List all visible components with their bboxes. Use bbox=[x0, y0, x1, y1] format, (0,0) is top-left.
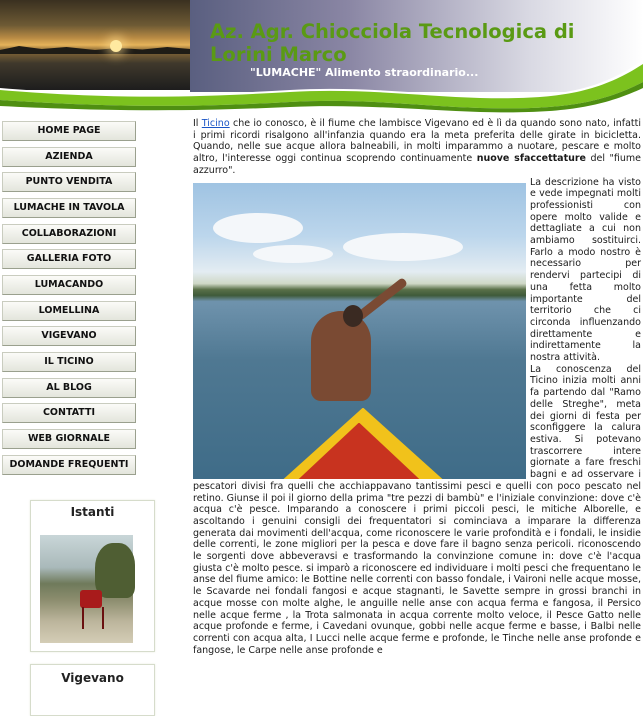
site-title: Az. Agr. Chiocciola Tecnologica di Lorini Marco bbox=[210, 20, 575, 66]
intro-bold-text: nuove sfaccettature bbox=[476, 153, 586, 165]
article-content bbox=[193, 118, 641, 700]
ticino-link[interactable]: Ticino bbox=[201, 118, 230, 129]
instant-box bbox=[30, 500, 155, 652]
nav-il-ticino[interactable]: IL TICINO bbox=[2, 352, 136, 372]
bush-shape bbox=[95, 543, 135, 598]
cloud-shape bbox=[213, 213, 303, 243]
nav-lumache-in-tavola[interactable]: LUMACHE IN TAVOLA bbox=[2, 198, 136, 218]
intro-text: che io conosco, è il fiume che lambisce Vigevano ed è lì da quando sono nato, infatti i primi ricordi risalgono all'infanzia quando era la meta preferita delle girate in bicicletta. Quando, nelle sue acque allora balneabili, in molti imparammo a nuotare, pescare e molto altro, l'interesse oggi continua scoprendo continuamente bbox=[193, 118, 641, 165]
nav-collaborazioni[interactable]: COLLABORAZIONI bbox=[2, 224, 136, 244]
nav-contatti[interactable]: CONTATTI bbox=[2, 403, 136, 423]
intro-text-end: del "fiume azzurro". bbox=[193, 153, 641, 176]
grill-shape bbox=[80, 590, 102, 608]
nav-azienda[interactable]: AZIENDA bbox=[2, 147, 136, 167]
instant-photo[interactable] bbox=[40, 535, 133, 643]
sidebar bbox=[0, 118, 190, 700]
article-paragraph-description: La descrizione ha visto e vede impegnati molti professionisti con opere molto valide e dettagliate a cui non ambiamo sostituirci. Farlo a modo nostro è necessario per rendervi partecipi di una fetta molto importante del territorio che ci circonda influenzando direttamente e indirettamente la nostra attività. bbox=[530, 176, 641, 364]
site-subtitle: "LUMACHE" Alimento straordinario... bbox=[250, 66, 479, 79]
cloud-shape bbox=[343, 233, 463, 261]
instant-box-title: Istanti bbox=[70, 505, 115, 519]
intro-text-start: Il bbox=[193, 118, 202, 129]
nav-home-page[interactable]: HOME PAGE bbox=[2, 121, 136, 141]
site-header bbox=[0, 0, 643, 118]
grill-legs bbox=[82, 607, 104, 629]
nav-galleria-foto[interactable]: GALLERIA FOTO bbox=[2, 249, 136, 269]
nav-web-giornale[interactable]: WEB GIORNALE bbox=[2, 429, 136, 449]
man-shape bbox=[311, 311, 371, 401]
article-paragraph-intro bbox=[193, 118, 641, 177]
article-paragraph-knowledge: La conoscenza del Ticino inizia molti anni fa partendo dal "Ramo delle Streghe", meta dei giorni di festa per sconfiggere la calura estiva. Si potevano trascorrere intere giornate a fare freschi bagni e ad osservare i pescatori divisi fra quelli che acchiappavano tantissimi pesci e quelli con poco pescato nel retino. Giunse il poi il giorno della prima "tre pezzi di bambù" e l'iniziale convinzione: dove c'è acqua c'è pesce. Imparando a conoscere i primi piccoli pesci, le mitiche Alborelle, e ascoltando i genuini consigli dei frequentatori si cominciava a imparare la differenza generata dai movimenti dell'acqua, come riconoscere le varie profondità e i fondali, le insidie delle correnti, le zone migliori per la pesca e dove fare il bagno senza pericoli. riconoscendo le sorgenti dove abbeveravsi e trasformando la convinzione comune in: dove c'è l'acqua giusta c'è molto pesce. si imparò a riconoscere ed individuare i molti pesci che frequentano le anse del fiume amico: le Bottine nelle correnti con basso fondale, i Vaironi nelle acque mosse, le Scavarde nei fondali fangosi e acque stagnanti, le Savette sempre in grossi branchi in acque mosse con molte alghe, le anguille nelle anse con acqua ferma e fangosa, il Persico nelle acque ferme , la Trota salmonata in acqua corrente molto veloce, il Pesce Gatto nelle acque profonde e ferme, i Cavedani ovunque, gobbi nelle acque ferme e basse, i Balbi nelle correnti con acqua alta, I Lucci nelle acque ferme e profonde, le Tinche nelle anse profonde e fangose, le Carpe nelle anse profonde e bbox=[193, 363, 641, 656]
vigevano-box-title: Vigevano bbox=[61, 671, 124, 685]
vigevano-box bbox=[30, 664, 155, 716]
cloud-shape bbox=[253, 245, 333, 263]
nav-domande-frequenti[interactable]: DOMANDE FREQUENTI bbox=[2, 455, 136, 475]
nav-al-blog[interactable]: AL BLOG bbox=[2, 378, 136, 398]
nav-lomellina[interactable]: LOMELLINA bbox=[2, 301, 136, 321]
pointing-arm bbox=[355, 277, 408, 321]
nav-vigevano[interactable]: VIGEVANO bbox=[2, 326, 136, 346]
man-head bbox=[343, 305, 363, 327]
nav-punto-vendita[interactable]: PUNTO VENDITA bbox=[2, 172, 136, 192]
treeline-silhouette bbox=[0, 44, 190, 54]
sun-glow bbox=[110, 40, 122, 52]
river-boat-photo bbox=[193, 183, 526, 479]
nav-lumacando[interactable]: LUMACANDO bbox=[2, 275, 136, 295]
